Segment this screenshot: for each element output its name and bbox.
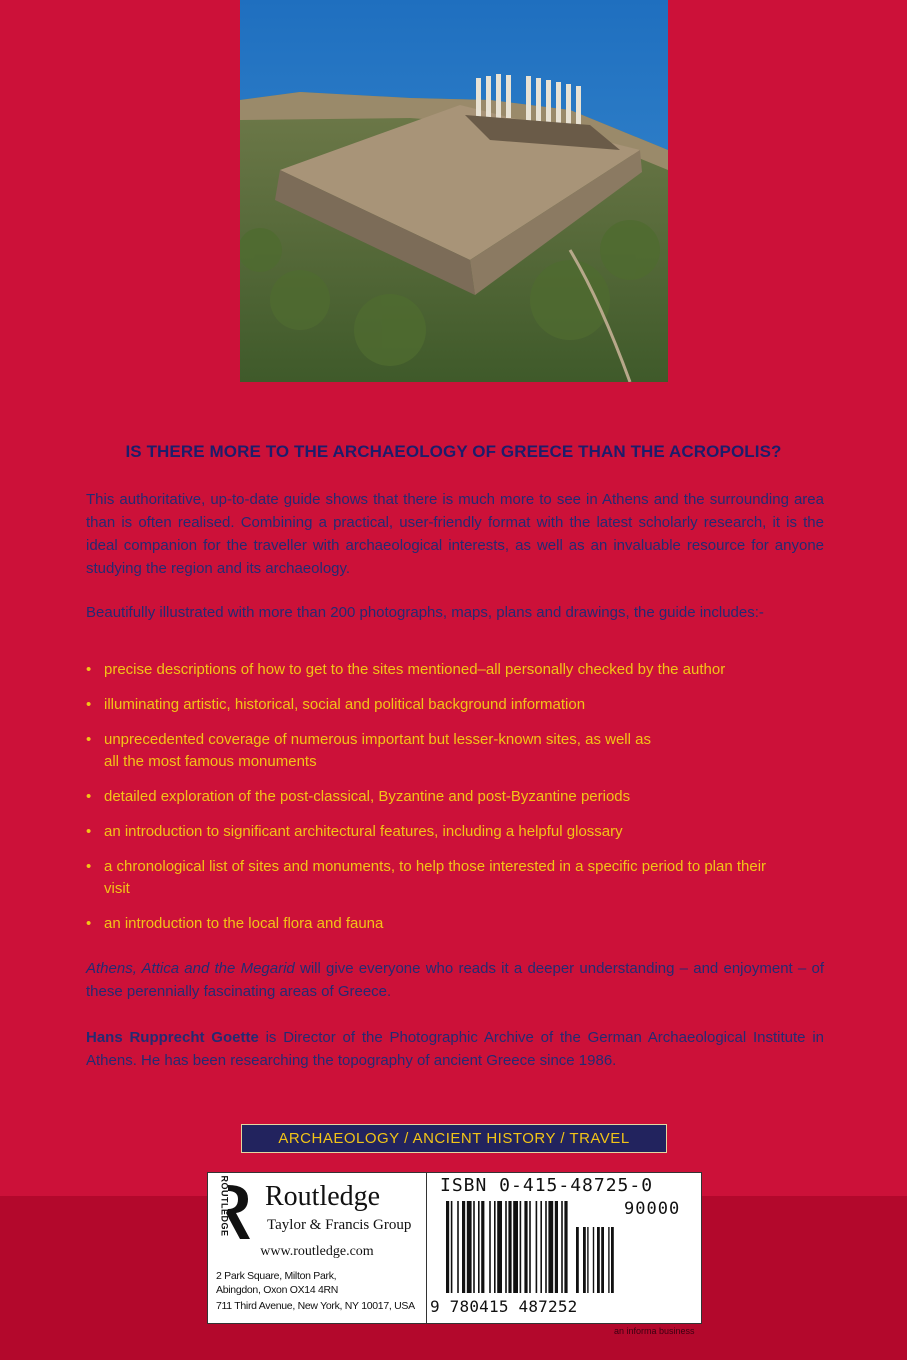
isbn-label: ISBN 0-415-48725-0 [440, 1175, 654, 1196]
author-paragraph: Hans Rupprecht Goette is Director of the Photographic Archive of the German Archaeological Institute in Athens. He has been researching the topography of ancient Greece since 1986. [86, 1029, 824, 1069]
bullet-icon: • [86, 788, 92, 805]
price-code: 90000 [624, 1199, 681, 1219]
address-line: Abingdon, Oxon OX14 4RN [216, 1284, 339, 1296]
bullet-icon: • [86, 915, 92, 932]
intro-paragraph: This authoritative, up-to-date guide shows that there is much more to see in Athens and the surrounding area than is often realised. Combining a practical, user-friendly format with the latest scholarly research, it is the ideal companion for the traveller with archaeological interests, as well as an invaluable resource for anyone studying the region and its archaeology. [86, 491, 824, 577]
publisher-group: Taylor & Francis Group [267, 1217, 412, 1233]
bullet-icon: • [86, 858, 92, 875]
closing-paragraph: Athens, Attica and the Megarid will give everyone who reads it a deeper understanding – and enjoyment – of these perennially fascinating areas of Greece. [86, 960, 824, 1000]
publisher-panel [208, 1173, 427, 1323]
bullet-icon: • [86, 823, 92, 840]
list-item: • precise descriptions of how to get to the sites mentioned–all personally checked by the author [86, 659, 824, 681]
book-title: Athens, Attica and the Megarid [86, 960, 295, 977]
features-list [86, 659, 824, 948]
headline: IS THERE MORE TO THE ARCHAEOLOGY OF GREECE THAN THE ACROPOLIS? [125, 442, 782, 461]
address-line: 711 Third Avenue, New York, NY 10017, USA [216, 1300, 415, 1312]
author-name: Hans Rupprecht Goette [86, 1029, 259, 1046]
list-item: • detailed exploration of the post-classical, Byzantine and post-Byzantine periods [86, 786, 824, 808]
list-item: • illuminating artistic, historical, social and political background information [86, 694, 824, 716]
list-item: • unprecedented coverage of numerous important but lesser-known sites, as well as all the most famous monuments [86, 731, 651, 770]
ean-digits: 9 780415 487252 [430, 1297, 578, 1316]
routledge-vertical-label: ROUTLEDGE [219, 1175, 230, 1237]
list-item: • an introduction to the local flora and fauna [86, 913, 824, 935]
address-line: 2 Park Square, Milton Park, [216, 1270, 337, 1282]
publisher-barcode-box [207, 1172, 702, 1324]
illustrated-paragraph: Beautifully illustrated with more than 200 photographs, maps, plans and drawings, the guide includes:- [86, 604, 764, 621]
bullet-icon: • [86, 696, 92, 713]
bullet-icon: • [86, 731, 92, 748]
publisher-url: www.routledge.com [260, 1244, 374, 1259]
list-item: • an introduction to significant architectural features, including a helpful glossary [86, 821, 824, 843]
temple-photo [240, 0, 668, 382]
bullet-icon: • [86, 661, 92, 678]
list-item: • a chronological list of sites and monuments, to help those interested in a specific period to plan their visit [86, 858, 767, 897]
publisher-name: Routledge [265, 1181, 381, 1212]
informa-tagline: an informa business [614, 1326, 695, 1336]
subject-category-bar: ARCHAEOLOGY / ANCIENT HISTORY / TRAVEL [241, 1124, 667, 1153]
barcode-icon [446, 1201, 616, 1297]
